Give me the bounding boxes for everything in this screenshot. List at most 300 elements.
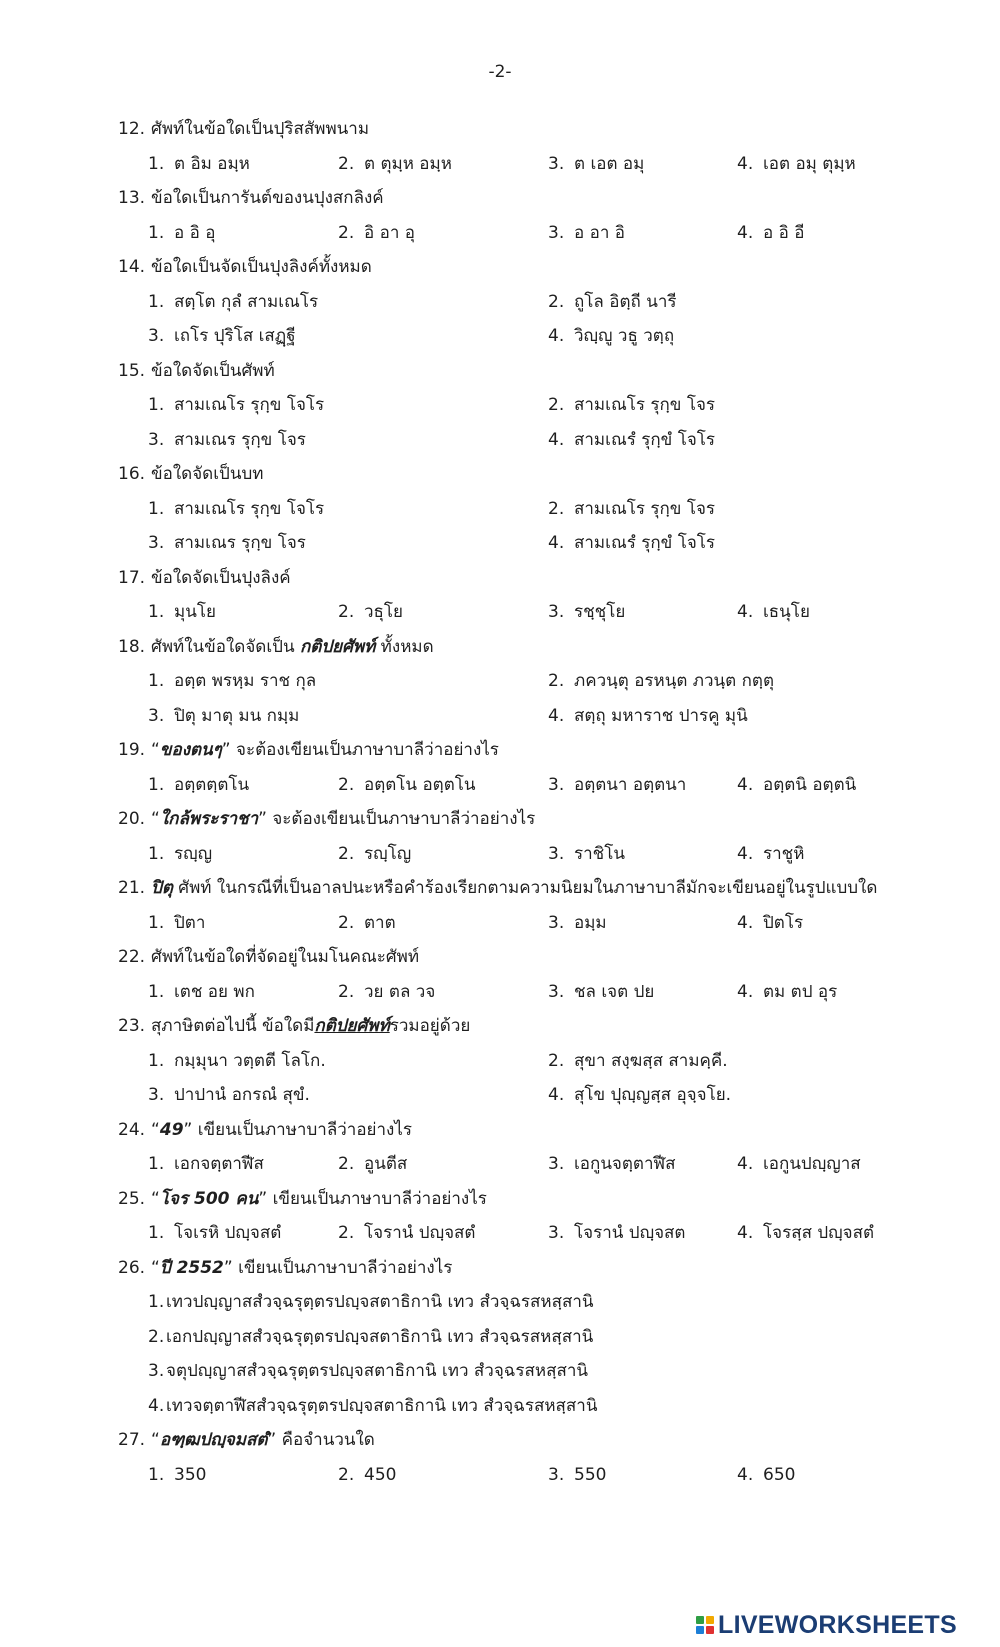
option-number: 2. xyxy=(338,1154,355,1174)
option-number: 4. xyxy=(737,1223,754,1243)
question-text xyxy=(118,1119,412,1141)
question-item xyxy=(0,567,1000,636)
option-number: 1. xyxy=(148,671,165,691)
answer-option[interactable] xyxy=(148,912,205,934)
option-text: เตช อย พก xyxy=(174,981,255,1002)
question-number: 23. xyxy=(118,1016,146,1036)
option-text: มุนโย xyxy=(174,602,216,622)
option-text: สตฺโต กุลํ สามเณโร xyxy=(174,291,319,312)
option-number: 3. xyxy=(548,843,565,864)
question-number: 14. xyxy=(118,257,146,277)
answer-option[interactable] xyxy=(148,532,306,554)
option-number: 2. xyxy=(338,602,355,622)
option-text: เอกปญฺญาสสํวจฺฉรุตฺตรปญฺจสตาธิกานิ เทว สํวจฺฉรสหสฺสานิ xyxy=(166,1326,594,1347)
question-number: 22. xyxy=(118,947,146,967)
option-text: สุขา สงฺฆสฺส สามคฺคี. xyxy=(574,1050,728,1071)
option-row xyxy=(0,601,1000,636)
option-text: สตฺถุ มหาราช ปารคู มุนิ xyxy=(574,705,748,726)
answer-option[interactable] xyxy=(148,1050,326,1072)
answer-option[interactable] xyxy=(548,429,715,451)
logo-square xyxy=(696,1626,704,1634)
question-text xyxy=(118,1257,452,1279)
option-text: ชล เจต ปย xyxy=(574,981,655,1002)
option-text: 650 xyxy=(763,1464,796,1485)
option-number: 4. xyxy=(737,602,754,622)
question-text xyxy=(118,1429,375,1451)
option-row xyxy=(0,498,1000,533)
option-number: 4. xyxy=(548,429,565,450)
option-number: 3. xyxy=(148,429,165,450)
option-number: 1. xyxy=(148,774,165,795)
question-text xyxy=(118,118,369,140)
option-number: 3. xyxy=(148,705,165,726)
option-number: 4. xyxy=(737,981,754,1002)
question-fragment: ” เขียนเป็นภาษาบาลีว่าอย่างไร xyxy=(258,1188,487,1209)
option-row xyxy=(0,325,1000,360)
question-item xyxy=(0,118,1000,187)
answer-option[interactable] xyxy=(148,291,318,313)
option-number: 3. xyxy=(548,774,565,795)
answer-option[interactable] xyxy=(548,1050,728,1072)
option-text: สามเณรํ รุกฺขํ โจโร xyxy=(574,429,716,450)
question-number: 17. xyxy=(118,567,146,588)
question-number: 15. xyxy=(118,360,146,381)
question-fragment: ข้อใดจัดเป็นบท xyxy=(151,464,264,484)
option-number: 4. xyxy=(737,153,754,174)
answer-option[interactable] xyxy=(548,532,715,554)
answer-option[interactable] xyxy=(737,1222,874,1244)
answer-option[interactable] xyxy=(148,1395,597,1417)
option-text: กมฺมุนา วตฺตตี โลโก. xyxy=(174,1050,326,1071)
question-number: 26. xyxy=(118,1257,146,1278)
option-row xyxy=(0,705,1000,740)
option-number: 1. xyxy=(148,291,165,312)
question-number: 16. xyxy=(118,464,146,484)
answer-option[interactable] xyxy=(548,670,774,692)
question-fragment: ศัพท์ในข้อใดจัดเป็น xyxy=(151,636,300,657)
answer-option[interactable] xyxy=(548,981,654,1003)
answer-option[interactable] xyxy=(737,222,804,244)
answer-option[interactable] xyxy=(548,498,715,520)
answer-option[interactable] xyxy=(338,1464,396,1486)
answer-option[interactable] xyxy=(148,1464,206,1486)
option-number: 2. xyxy=(148,1326,165,1347)
answer-option[interactable] xyxy=(338,981,435,1003)
option-number: 4. xyxy=(548,326,565,346)
question-fragment: ข้อใดเป็นการันต์ของนปุงสกลิงค์ xyxy=(151,188,384,208)
answer-option[interactable] xyxy=(737,601,810,623)
answer-option[interactable] xyxy=(148,843,212,865)
answer-option[interactable] xyxy=(148,1084,310,1106)
question-fragment: “ xyxy=(151,809,160,829)
option-text: เทวจตฺตาฬีสสํวจฺฉรุตฺตรปญฺจสตาธิกานิ เทว สํวจฺฉรสหสฺสานิ xyxy=(166,1395,598,1416)
question-item xyxy=(0,877,1000,946)
answer-option[interactable] xyxy=(737,153,856,175)
option-row xyxy=(0,1153,1000,1188)
option-text: อตฺตโน อตฺตโน xyxy=(364,774,476,795)
question-fragment: ” เขียนเป็นภาษาบาลีว่าอย่างไร xyxy=(183,1119,413,1140)
option-number: 3. xyxy=(148,1361,165,1381)
option-row xyxy=(0,532,1000,567)
answer-option[interactable] xyxy=(148,705,299,727)
question-text xyxy=(118,739,499,761)
option-number: 2. xyxy=(338,1223,355,1243)
answer-option[interactable] xyxy=(548,705,748,727)
answer-option[interactable] xyxy=(148,670,316,692)
option-number: 2. xyxy=(548,395,565,415)
option-text: เอกูนปญฺญาส xyxy=(763,1154,861,1174)
answer-option[interactable] xyxy=(148,774,249,796)
option-text: อตฺต พรหฺม ราช กุล xyxy=(174,671,317,691)
question-emphasis: ปิตุ xyxy=(151,878,173,898)
option-number: 2. xyxy=(338,843,355,864)
option-text: สามเณรํ รุกฺขํ โจโร xyxy=(574,533,716,553)
option-text: ปิตุ มาตุ มน กมฺม xyxy=(174,705,300,726)
option-row xyxy=(0,843,1000,878)
question-fragment: “ xyxy=(151,1119,160,1140)
answer-option[interactable] xyxy=(737,912,803,934)
option-text: 450 xyxy=(364,1464,397,1485)
question-emphasis: อฑฺฒปญฺจมสตํ xyxy=(159,1430,268,1450)
answer-option[interactable] xyxy=(148,153,250,175)
question-emphasis: โจร 500 คน xyxy=(159,1188,259,1209)
answer-option[interactable] xyxy=(737,1153,861,1175)
question-emphasis: กติปยศัพท์ xyxy=(314,1016,390,1036)
option-row xyxy=(0,1395,1000,1430)
option-number: 1. xyxy=(148,843,165,864)
option-number: 3. xyxy=(548,1154,565,1174)
option-row xyxy=(0,1291,1000,1326)
option-number: 1. xyxy=(148,395,165,415)
question-item xyxy=(0,187,1000,256)
question-text xyxy=(118,1188,487,1210)
option-text: อมฺม xyxy=(574,912,607,933)
option-row xyxy=(0,1084,1000,1119)
option-text: วธุโย xyxy=(364,602,404,622)
question-number: 20. xyxy=(118,809,146,829)
answer-option[interactable] xyxy=(548,1464,606,1486)
answer-option[interactable] xyxy=(737,843,804,865)
option-text: วิญฺญู วธู วตฺถุ xyxy=(574,326,675,346)
question-item xyxy=(0,1015,1000,1119)
option-number: 2. xyxy=(338,153,355,174)
question-number: 21. xyxy=(118,878,146,898)
option-text: สามเณโร รุกฺข โจร xyxy=(574,395,716,415)
option-number: 4. xyxy=(548,705,565,726)
question-item xyxy=(0,1257,1000,1430)
option-text: อ อิ อี xyxy=(763,222,805,243)
option-text: เอต อมุ ตุมฺห xyxy=(763,153,856,174)
option-number: 1. xyxy=(148,1292,165,1312)
option-row xyxy=(0,981,1000,1016)
option-number: 3. xyxy=(148,326,165,346)
answer-option[interactable] xyxy=(737,774,856,796)
option-number: 2. xyxy=(548,1050,565,1071)
answer-option[interactable] xyxy=(548,222,625,244)
logo-square xyxy=(696,1616,704,1624)
answer-option[interactable] xyxy=(548,912,607,934)
option-text: ราชูหิ xyxy=(763,843,805,864)
question-emphasis: 49 xyxy=(159,1119,184,1140)
question-fragment: ข้อใดจัดเป็นปุงลิงค์ xyxy=(151,567,291,588)
option-number: 4. xyxy=(737,1464,754,1485)
option-number: 1. xyxy=(148,1154,165,1174)
option-number: 4. xyxy=(737,912,754,933)
option-text: ตาต xyxy=(364,912,396,933)
question-emphasis: ปี 2552 xyxy=(159,1257,224,1278)
option-text: รญฺโญ xyxy=(364,843,412,864)
option-number: 1. xyxy=(148,1223,165,1243)
option-text: โจเรหิ ปญฺจสตํ xyxy=(174,1223,282,1243)
question-text xyxy=(118,1015,470,1037)
question-fragment: ” คือจำนวนใด xyxy=(267,1430,375,1450)
option-number: 1. xyxy=(148,498,165,519)
question-fragment: ” จะต้องเขียนเป็นภาษาบาลีว่าอย่างไร xyxy=(221,740,499,760)
question-number: 19. xyxy=(118,740,146,760)
option-row xyxy=(0,394,1000,429)
question-text xyxy=(118,808,535,830)
option-number: 4. xyxy=(737,843,754,864)
option-number: 3. xyxy=(148,1085,165,1105)
option-number: 2. xyxy=(548,498,565,519)
option-number: 3. xyxy=(548,912,565,933)
option-row xyxy=(0,291,1000,326)
question-number: 12. xyxy=(118,119,146,139)
answer-option[interactable] xyxy=(548,774,686,796)
answer-option[interactable] xyxy=(148,1222,281,1244)
option-row xyxy=(0,912,1000,947)
question-number: 27. xyxy=(118,1430,146,1450)
option-number: 4. xyxy=(737,774,754,795)
option-text: เอกูนจตฺตาฬีส xyxy=(574,1154,676,1174)
option-number: 4. xyxy=(737,1154,754,1174)
option-number: 2. xyxy=(548,671,565,691)
answer-option[interactable] xyxy=(148,1360,588,1382)
question-number: 24. xyxy=(118,1119,146,1140)
question-text xyxy=(118,877,877,899)
option-number: 2. xyxy=(338,912,355,933)
option-number: 1. xyxy=(148,912,165,933)
option-text: อิ อา อุ xyxy=(364,222,415,243)
option-number: 3. xyxy=(548,1223,565,1243)
logo-square xyxy=(706,1616,714,1624)
option-text: รญฺญ xyxy=(174,843,213,864)
question-fragment: ศัพท์ ในกรณีที่เป็นอาลปนะหรือคำร้องเรียกตามความนิยมในภาษาบาลีมักจะเขียนอยู่ในรูปแบบใด xyxy=(172,878,878,898)
answer-option[interactable] xyxy=(338,601,403,623)
question-number: 13. xyxy=(118,188,146,208)
question-fragment: ศัพท์ในข้อใดที่จัดอยู่ในมโนคณะศัพท์ xyxy=(151,947,420,967)
answer-option[interactable] xyxy=(548,291,677,313)
logo-icon xyxy=(696,1616,714,1634)
answer-option[interactable] xyxy=(148,1326,593,1348)
question-fragment: ” จะต้องเขียนเป็นภาษาบาลีว่าอย่างไร xyxy=(258,809,536,829)
option-row xyxy=(0,1050,1000,1085)
answer-option[interactable] xyxy=(148,498,324,520)
answer-option[interactable] xyxy=(148,394,324,416)
answer-option[interactable] xyxy=(737,981,837,1003)
question-fragment: “ xyxy=(151,1257,160,1278)
option-text: ภควนฺตุ อรหนฺต ภวนฺต กตฺตุ xyxy=(574,671,774,691)
logo-text: LIVEWORKSHEETS xyxy=(718,1610,957,1639)
option-text: อตฺตนิ อตฺตนิ xyxy=(763,774,857,795)
question-item xyxy=(0,1188,1000,1257)
option-text: จตุปญฺญาสสํวจฺฉรุตฺตรปญฺจสตาธิกานิ เทว สํวจฺฉรสหสฺสานิ xyxy=(166,1361,588,1381)
answer-option[interactable] xyxy=(148,601,216,623)
question-fragment: รวมอยู่ด้วย xyxy=(389,1016,471,1036)
option-row xyxy=(0,774,1000,809)
option-number: 2. xyxy=(338,774,355,795)
answer-option[interactable] xyxy=(148,1153,264,1175)
option-text: โจรสฺส ปญฺจสตํ xyxy=(763,1223,875,1243)
option-row xyxy=(0,222,1000,257)
option-text: ต เอต อมุ xyxy=(574,153,645,174)
option-text: เธนุโย xyxy=(763,602,810,622)
answer-option[interactable] xyxy=(548,1153,676,1175)
option-text: 550 xyxy=(574,1464,607,1485)
option-number: 4. xyxy=(737,222,754,243)
option-number: 4. xyxy=(148,1395,165,1416)
question-text xyxy=(118,360,275,382)
question-text xyxy=(118,187,384,209)
question-fragment: “ xyxy=(151,1188,160,1209)
option-number: 1. xyxy=(148,602,165,622)
question-item xyxy=(0,463,1000,567)
question-item xyxy=(0,360,1000,464)
option-number: 2. xyxy=(338,981,355,1002)
answer-option[interactable] xyxy=(148,222,215,244)
answer-option[interactable] xyxy=(148,429,306,451)
liveworksheets-logo[interactable] xyxy=(696,1610,957,1640)
option-text: อ อิ อุ xyxy=(174,222,216,243)
answer-option[interactable] xyxy=(548,1222,685,1244)
option-row xyxy=(0,670,1000,705)
option-text: ปิตา xyxy=(174,912,206,933)
question-item xyxy=(0,636,1000,740)
option-number: 2. xyxy=(338,222,355,243)
option-number: 3. xyxy=(548,1464,565,1485)
answer-option[interactable] xyxy=(338,912,396,934)
option-number: 1. xyxy=(148,222,165,243)
option-text: โจรานํ ปญฺจสตํ xyxy=(364,1223,476,1243)
option-text: โจรานํ ปญฺจสต xyxy=(574,1223,686,1243)
question-fragment: “ xyxy=(151,1430,160,1450)
option-number: 3. xyxy=(548,222,565,243)
question-item xyxy=(0,1429,1000,1498)
option-text: สามเณร รุกฺข โจร xyxy=(174,429,306,450)
option-number: 4. xyxy=(548,533,565,553)
option-number: 3. xyxy=(148,533,165,553)
question-fragment: “ xyxy=(151,740,160,760)
option-number: 4. xyxy=(548,1085,565,1105)
answer-option[interactable] xyxy=(338,843,411,865)
option-number: 3. xyxy=(548,981,565,1002)
option-text: อูนตีส xyxy=(364,1154,408,1174)
option-text: เอกจตฺตาฬีส xyxy=(174,1154,264,1174)
question-text xyxy=(118,946,419,968)
question-text xyxy=(118,463,263,485)
option-text: สามเณร รุกฺข โจร xyxy=(174,533,306,553)
question-fragment: สุภาษิตต่อไปนี้ ข้อใดมี xyxy=(151,1016,315,1036)
question-emphasis: ของตนๆ xyxy=(159,740,222,760)
answer-option[interactable] xyxy=(338,1153,407,1175)
option-row xyxy=(0,1326,1000,1361)
option-text: สามเณโร รุกฺข โจร xyxy=(574,498,716,519)
option-row xyxy=(0,1222,1000,1257)
option-text: อตฺตตฺตโน xyxy=(174,774,250,795)
option-text: อ อา อิ xyxy=(574,222,625,243)
option-number: 2. xyxy=(548,291,565,312)
question-item xyxy=(0,1119,1000,1188)
option-row xyxy=(0,153,1000,188)
logo-square xyxy=(706,1626,714,1634)
option-text: ถูโล อิตฺถี นารี xyxy=(574,291,677,312)
option-text: อตฺตนา อตฺตนา xyxy=(574,774,687,795)
answer-option[interactable] xyxy=(548,325,674,347)
answer-option[interactable] xyxy=(338,222,415,244)
answer-option[interactable] xyxy=(338,1222,475,1244)
option-row xyxy=(0,1464,1000,1499)
question-text xyxy=(118,256,372,278)
answer-option[interactable] xyxy=(338,153,452,175)
answer-option[interactable] xyxy=(548,153,644,175)
option-number: 1. xyxy=(148,981,165,1002)
question-item xyxy=(0,946,1000,1015)
answer-option[interactable] xyxy=(338,774,476,796)
option-text: เถโร ปุริโส เสฏฺฐี xyxy=(174,326,296,346)
option-text: สุโข ปุญฺญสฺส อุจฺจโย. xyxy=(574,1085,732,1105)
option-row xyxy=(0,429,1000,464)
answer-option[interactable] xyxy=(548,394,715,416)
question-text xyxy=(118,567,291,589)
answer-option[interactable] xyxy=(148,1291,594,1313)
option-number: 3. xyxy=(548,153,565,174)
question-number: 18. xyxy=(118,636,146,657)
answer-option[interactable] xyxy=(548,601,625,623)
option-text: 350 xyxy=(174,1464,207,1485)
option-text: ต ตุมฺห อมฺห xyxy=(364,153,452,174)
question-fragment: ” เขียนเป็นภาษาบาลีว่าอย่างไร xyxy=(223,1257,453,1278)
question-list xyxy=(0,118,1000,1498)
option-row xyxy=(0,1360,1000,1395)
option-text: ปิตโร xyxy=(763,912,804,933)
question-number: 25. xyxy=(118,1188,146,1209)
option-text: สามเณโร รุกฺข โจโร xyxy=(174,395,325,415)
answer-option[interactable] xyxy=(148,325,296,347)
question-fragment: ทั้งหมด xyxy=(375,636,434,657)
question-fragment: ข้อใดเป็นจัดเป็นปุงลิงค์ทั้งหมด xyxy=(151,257,372,277)
option-number: 2. xyxy=(338,1464,355,1485)
answer-option[interactable] xyxy=(737,1464,795,1486)
question-item xyxy=(0,808,1000,877)
question-emphasis: ใกล้พระราชา xyxy=(159,809,259,829)
option-text: ต อิม อมฺห xyxy=(174,153,250,174)
question-text xyxy=(118,636,434,658)
option-text: สามเณโร รุกฺข โจโร xyxy=(174,498,325,519)
option-number: 1. xyxy=(148,153,165,174)
option-text: รชฺชุโย xyxy=(574,602,626,622)
answer-option[interactable] xyxy=(148,981,255,1003)
option-text: ปาปานํ อกรณํ สุขํ. xyxy=(174,1085,310,1105)
option-text: วย ตล วจ xyxy=(364,981,436,1002)
answer-option[interactable] xyxy=(548,1084,731,1106)
question-emphasis: กติปยศัพท์ xyxy=(299,636,376,657)
answer-option[interactable] xyxy=(548,843,625,865)
question-fragment: ศัพท์ในข้อใดเป็นปุริสสัพพนาม xyxy=(151,119,370,139)
option-number: 3. xyxy=(548,602,565,622)
question-item xyxy=(0,739,1000,808)
page-number: -2- xyxy=(488,62,512,82)
question-item xyxy=(0,256,1000,360)
